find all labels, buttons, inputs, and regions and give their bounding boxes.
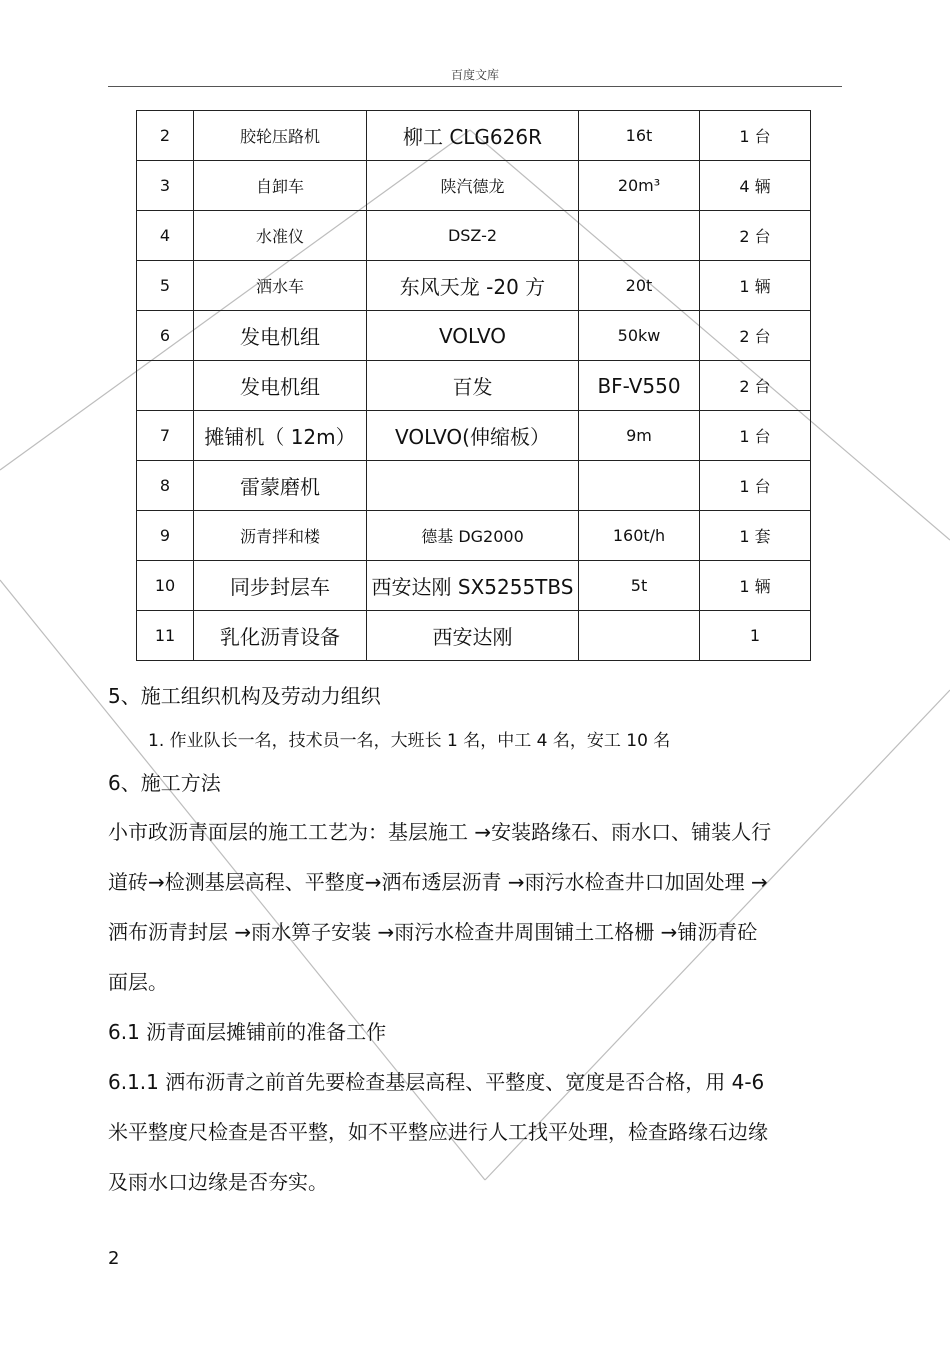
cell-qty: 1 台 xyxy=(700,111,811,161)
table-row xyxy=(137,561,811,611)
cell-name: 洒水车 xyxy=(194,261,367,311)
cell-qty: 2 台 xyxy=(700,211,811,261)
cell-qty: 4 辆 xyxy=(700,161,811,211)
cell-model: 陕汽德龙 xyxy=(367,161,579,211)
cell-spec: 9m xyxy=(579,411,700,461)
cell-qty: 1 套 xyxy=(700,511,811,561)
equipment-table xyxy=(136,110,811,661)
cell-name: 雷蒙磨机 xyxy=(194,461,367,511)
cell-name: 水准仪 xyxy=(194,211,367,261)
cell-no: 11 xyxy=(137,611,194,661)
header-divider xyxy=(108,86,842,87)
table-row xyxy=(137,211,811,261)
cell-qty: 1 台 xyxy=(700,461,811,511)
table-row xyxy=(137,611,811,661)
cell-spec: 5t xyxy=(579,561,700,611)
cell-name: 同步封层车 xyxy=(194,561,367,611)
cell-no: 8 xyxy=(137,461,194,511)
cell-model: 柳工 CLG626R xyxy=(367,111,579,161)
cell-no: 7 xyxy=(137,411,194,461)
cell-name: 胶轮压路机 xyxy=(194,111,367,161)
cell-name: 乳化沥青设备 xyxy=(194,611,367,661)
paragraph-line: 6.1.1 洒布沥青之前首先要检查基层高程、平整度、宽度是否合格，用 4-6 xyxy=(108,1070,765,1094)
page-number: 2 xyxy=(108,1248,120,1269)
section-5-heading: 5、施工组织机构及劳动力组织 xyxy=(108,684,381,708)
cell-qty: 1 辆 xyxy=(700,261,811,311)
table-row xyxy=(137,511,811,561)
cell-name: 发电机组 xyxy=(194,361,367,411)
cell-model xyxy=(367,461,579,511)
cell-model: DSZ-2 xyxy=(367,211,579,261)
cell-no: 4 xyxy=(137,211,194,261)
table-row xyxy=(137,461,811,511)
cell-no: 9 xyxy=(137,511,194,561)
section-6-1-heading: 6.1 沥青面层摊铺前的准备工作 xyxy=(108,1020,387,1044)
cell-spec: 50kw xyxy=(579,311,700,361)
paragraph-line: 米平整度尺检查是否平整，如不平整应进行人工找平处理，检查路缘石边缘 xyxy=(108,1120,768,1144)
cell-model: VOLVO(伸缩板） xyxy=(367,411,579,461)
cell-no: 2 xyxy=(137,111,194,161)
cell-spec: 160t/h xyxy=(579,511,700,561)
paragraph-line: 及雨水口边缘是否夯实。 xyxy=(108,1170,328,1194)
section-5-item: 1. 作业队长一名，技术员一名，大班长 1 名，中工 4 名，安工 10 名 xyxy=(148,731,671,751)
cell-name: 沥青拌和楼 xyxy=(194,511,367,561)
paragraph-line: 小市政沥青面层的施工工艺为：基层施工 →安装路缘石、雨水口、铺装人行 xyxy=(108,820,772,844)
header-title: 百度文库 xyxy=(450,68,499,82)
paragraph-line: 道砖→检测基层高程、平整度→洒布透层沥青 →雨污水检查井口加固处理 → xyxy=(108,870,768,894)
cell-qty: 2 台 xyxy=(700,311,811,361)
cell-model: VOLVO xyxy=(367,311,579,361)
cell-spec xyxy=(579,611,700,661)
table-row xyxy=(137,261,811,311)
cell-model: 西安达刚 SX5255TBS xyxy=(367,561,579,611)
cell-qty: 2 台 xyxy=(700,361,811,411)
table-row xyxy=(137,361,811,411)
cell-model: 西安达刚 xyxy=(367,611,579,661)
table-row xyxy=(137,311,811,361)
cell-qty: 1 辆 xyxy=(700,561,811,611)
cell-no: 6 xyxy=(137,311,194,361)
cell-name: 自卸车 xyxy=(194,161,367,211)
cell-model: 百发 xyxy=(367,361,579,411)
cell-name: 摊铺机（ 12m） xyxy=(194,411,367,461)
paragraph-line: 面层。 xyxy=(108,970,168,994)
table-row xyxy=(137,161,811,211)
cell-no: 5 xyxy=(137,261,194,311)
cell-spec: 20t xyxy=(579,261,700,311)
cell-qty: 1 xyxy=(700,611,811,661)
cell-no xyxy=(137,361,194,411)
cell-name: 发电机组 xyxy=(194,311,367,361)
section-6-heading: 6、施工方法 xyxy=(108,771,221,795)
cell-model: 德基 DG2000 xyxy=(367,511,579,561)
cell-qty: 1 台 xyxy=(700,411,811,461)
cell-spec: BF-V550 xyxy=(579,361,700,411)
cell-spec: 20m³ xyxy=(579,161,700,211)
table-row xyxy=(137,411,811,461)
cell-spec: 16t xyxy=(579,111,700,161)
cell-model: 东风天龙 -20 方 xyxy=(367,261,579,311)
cell-spec xyxy=(579,461,700,511)
table-row xyxy=(137,111,811,161)
cell-spec xyxy=(579,211,700,261)
cell-no: 10 xyxy=(137,561,194,611)
paragraph-line: 洒布沥青封层 →雨水箅子安装 →雨污水检查井周围铺土工格栅 →铺沥青砼 xyxy=(108,920,758,944)
cell-no: 3 xyxy=(137,161,194,211)
